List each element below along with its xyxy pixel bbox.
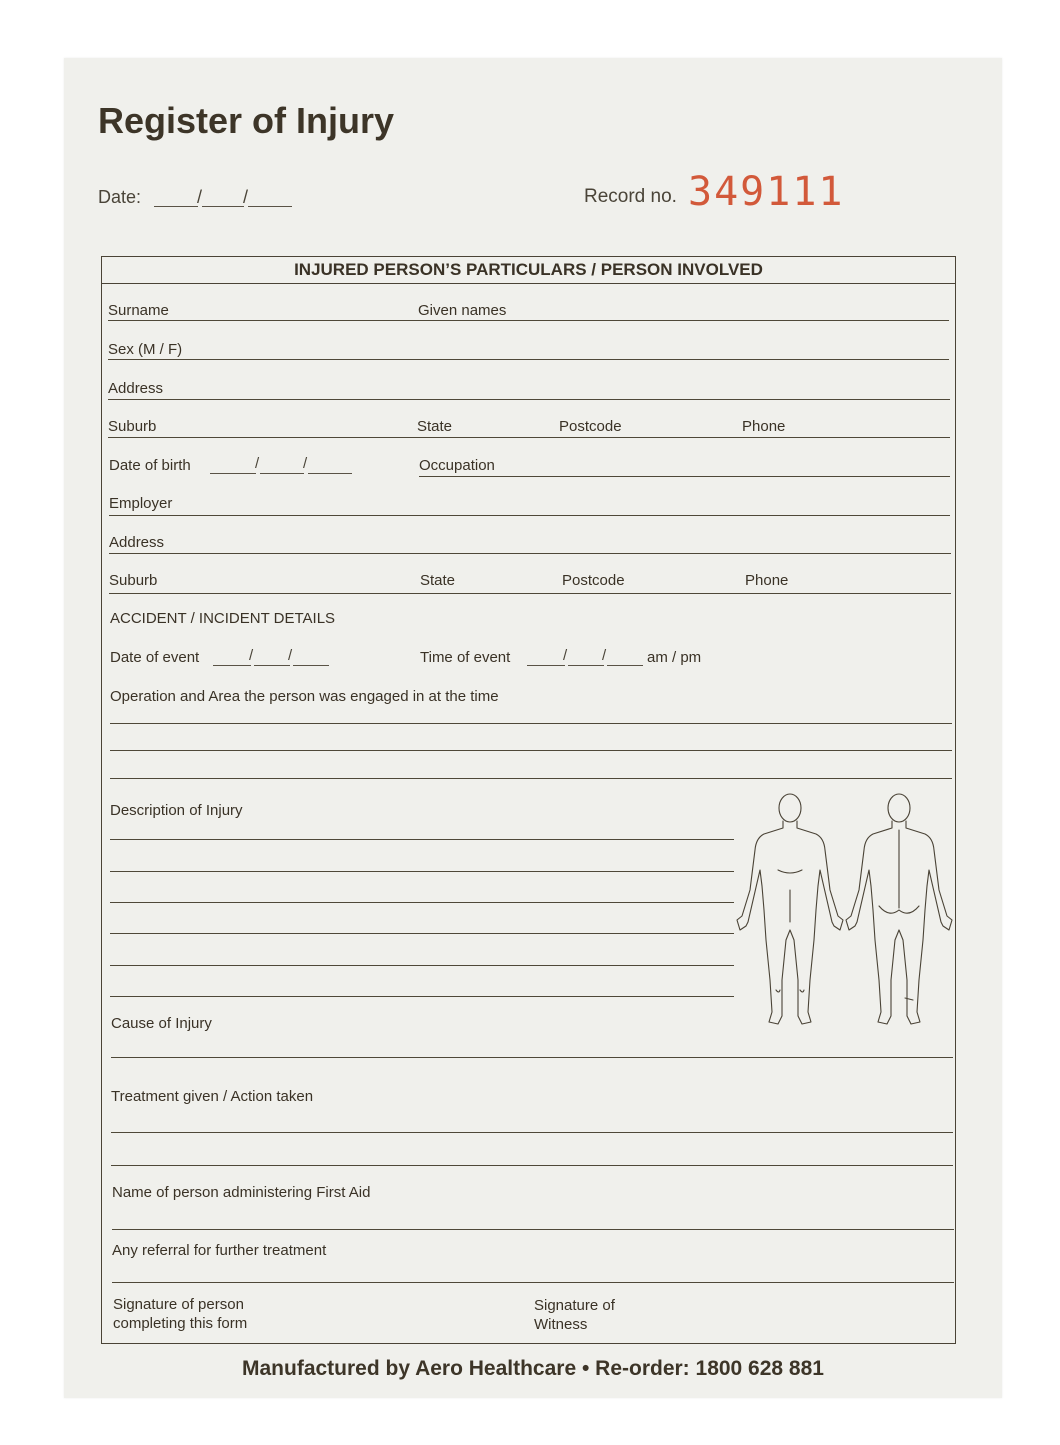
description-line-3[interactable] (110, 902, 734, 903)
date-separator: / (249, 647, 254, 664)
date-separator: / (255, 455, 260, 472)
signature-person-label-line1: Signature of person (113, 1296, 244, 1313)
referral-field[interactable] (112, 1282, 954, 1283)
description-line-2[interactable] (110, 871, 734, 872)
date-separator: / (243, 187, 249, 207)
treatment-line-1[interactable] (111, 1132, 953, 1133)
date-separator: / (303, 455, 308, 472)
treatment-label: Treatment given / Action taken (111, 1088, 314, 1105)
address-label: Address (108, 380, 164, 397)
surname-label: Surname (108, 302, 169, 319)
signature-witness-label-line2: Witness (534, 1316, 588, 1333)
dob-year-field[interactable] (308, 473, 352, 474)
time-separator: / (602, 647, 607, 664)
time-of-event-label: Time of event (420, 649, 511, 666)
footer-manufacturer: Manufactured by Aero Healthcare • Re-order: 1800 628 881 (242, 1357, 824, 1380)
description-line-4[interactable] (110, 933, 734, 934)
operation-line-2[interactable] (110, 750, 952, 751)
event-time-field-3[interactable] (607, 665, 643, 666)
cause-field[interactable] (111, 1057, 953, 1058)
description-label: Description of Injury (110, 802, 243, 819)
dob-label: Date of birth (109, 457, 191, 474)
event-time-field-2[interactable] (568, 665, 604, 666)
employer-suburb-label: Suburb (109, 572, 158, 589)
date-day-field[interactable] (154, 206, 198, 207)
date-separator: / (197, 187, 203, 207)
surname-field[interactable] (108, 320, 949, 321)
employer-postcode-label: Postcode (562, 572, 625, 589)
description-line-1[interactable] (110, 839, 734, 840)
description-line-6[interactable] (110, 996, 734, 997)
form-title: Register of Injury (98, 100, 395, 141)
event-day-field[interactable] (213, 665, 251, 666)
date-month-field[interactable] (202, 206, 244, 207)
signature-witness-label-line1: Signature of (534, 1297, 615, 1314)
address-field[interactable] (108, 399, 950, 400)
phone-label: Phone (742, 418, 786, 435)
sex-label: Sex (M / F) (108, 341, 183, 358)
given-names-label: Given names (418, 302, 507, 319)
operation-label: Operation and Area the person was engaged in at the time (110, 688, 499, 705)
incident-heading: ACCIDENT / INCIDENT DETAILS (110, 610, 336, 627)
dob-day-field[interactable] (210, 473, 256, 474)
employer-address-label: Address (109, 534, 165, 551)
sex-field[interactable] (108, 359, 949, 360)
employer-field[interactable] (109, 515, 950, 516)
employer-phone-label: Phone (745, 572, 789, 589)
suburb-label: Suburb (108, 418, 157, 435)
body-front-outline-icon[interactable] (734, 790, 846, 1030)
time-separator: / (563, 647, 568, 664)
date-separator: / (288, 647, 293, 664)
date-year-field[interactable] (248, 206, 292, 207)
date-of-event-label: Date of event (110, 649, 200, 666)
event-month-field[interactable] (254, 665, 290, 666)
state-label: State (417, 418, 453, 435)
employer-state-label: State (420, 572, 456, 589)
occupation-label: Occupation (419, 457, 495, 474)
employer-suburb-field[interactable] (109, 593, 951, 594)
treatment-line-2[interactable] (111, 1165, 953, 1166)
operation-line-1[interactable] (110, 723, 952, 724)
section-heading: INJURED PERSON’S PARTICULARS / PERSON INVOLVED (101, 256, 956, 284)
first-aid-label: Name of person administering First Aid (112, 1184, 371, 1201)
date-label: Date: (98, 187, 142, 207)
employer-address-field[interactable] (109, 553, 951, 554)
suburb-field[interactable] (108, 437, 950, 438)
postcode-label: Postcode (559, 418, 622, 435)
employer-label: Employer (109, 495, 173, 512)
first-aid-field[interactable] (112, 1229, 954, 1230)
description-line-5[interactable] (110, 965, 734, 966)
signature-person-label-line2: completing this form (113, 1315, 248, 1332)
referral-label: Any referral for further treatment (112, 1242, 327, 1259)
event-year-field[interactable] (293, 665, 329, 666)
record-label: Record no. (584, 186, 677, 207)
record-number: 349111 (688, 169, 845, 215)
dob-month-field[interactable] (260, 473, 304, 474)
am-pm-label: am / pm (647, 649, 702, 666)
operation-line-3[interactable] (110, 778, 952, 779)
cause-label: Cause of Injury (111, 1015, 212, 1032)
occupation-field[interactable] (419, 476, 950, 477)
body-back-outline-icon[interactable] (843, 790, 955, 1030)
event-time-field-1[interactable] (527, 665, 565, 666)
